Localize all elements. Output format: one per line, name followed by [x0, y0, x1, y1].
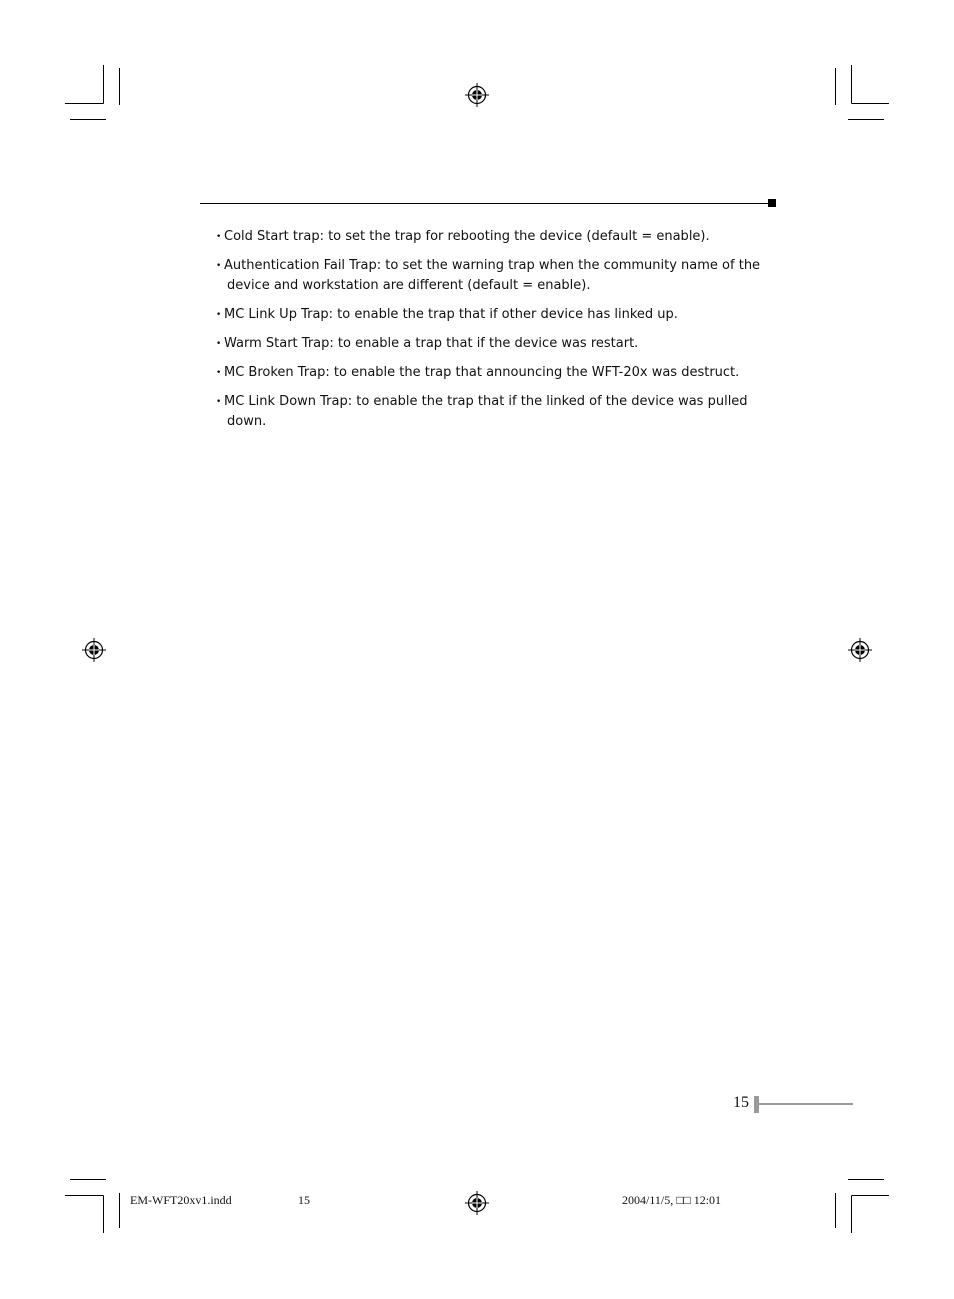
crop-mark-top-left — [65, 65, 120, 120]
crop-mark-bottom-right — [836, 1180, 890, 1234]
header-rule-square — [768, 199, 776, 207]
bullet-item-mc-broken — [216, 363, 796, 383]
bullet-line: MC Link Down Trap: to enable the trap that if the linked of the device was pulled — [224, 394, 748, 409]
bullet-text — [224, 334, 796, 354]
registration-mark-top — [465, 83, 489, 107]
header-rule — [200, 203, 768, 204]
bullet-marker: • — [216, 310, 222, 320]
bullet-marker: • — [216, 261, 222, 271]
registration-mark-right — [848, 638, 872, 662]
bullet-line: MC Link Up Trap: to enable the trap that if other device has linked up. — [224, 307, 678, 322]
crop-mark-bottom-left — [65, 1180, 120, 1234]
bullet-marker: • — [216, 339, 222, 349]
bullet-text — [224, 305, 796, 325]
trap-bullet-list — [216, 227, 796, 441]
bullet-line: down. — [227, 414, 267, 429]
registration-dot — [472, 90, 482, 100]
bullet-marker: • — [216, 397, 222, 407]
bullet-line: device and workstation are different (default = enable). — [227, 278, 591, 293]
slug-page-number: 15 — [298, 1193, 310, 1207]
bullet-item-warm-start — [216, 334, 796, 354]
bullet-item-mc-link-down — [216, 392, 796, 432]
bullet-marker: • — [216, 232, 222, 242]
bullet-line: Cold Start trap: to set the trap for rebooting the device (default = enable). — [224, 229, 710, 244]
registration-dot — [89, 645, 99, 655]
page-tab-line — [759, 1103, 853, 1105]
slug-date-time: 2004/11/5, □□ 12:01 — [622, 1193, 722, 1207]
bullet-item-cold-start — [216, 227, 796, 247]
bullet-item-mc-link-up — [216, 305, 796, 325]
slug-file-name: EM-WFT20xv1.indd — [130, 1193, 232, 1207]
registration-mark-left — [82, 638, 106, 662]
bullet-text — [224, 227, 796, 247]
crop-mark-top-right — [836, 65, 890, 120]
bullet-line: Authentication Fail Trap: to set the warning trap when the community name of the — [224, 258, 761, 273]
registration-ring — [852, 642, 869, 659]
registration-ring — [469, 1195, 486, 1212]
bullet-marker: • — [216, 368, 222, 378]
bullet-text — [224, 256, 796, 296]
bullet-text — [224, 363, 796, 383]
bullet-line: MC Broken Trap: to enable the trap that announcing the WFT-20x was destruct. — [224, 365, 740, 380]
page-number: 15 — [733, 1094, 749, 1111]
registration-mark-bottom — [465, 1191, 489, 1215]
bullet-line: Warm Start Trap: to enable a trap that if the device was restart. — [224, 336, 639, 351]
registration-ring — [86, 642, 103, 659]
registration-dot — [472, 1198, 482, 1208]
bullet-text — [224, 392, 796, 432]
registration-ring — [469, 87, 486, 104]
registration-dot — [855, 645, 865, 655]
bullet-item-authentication-fail — [216, 256, 796, 296]
